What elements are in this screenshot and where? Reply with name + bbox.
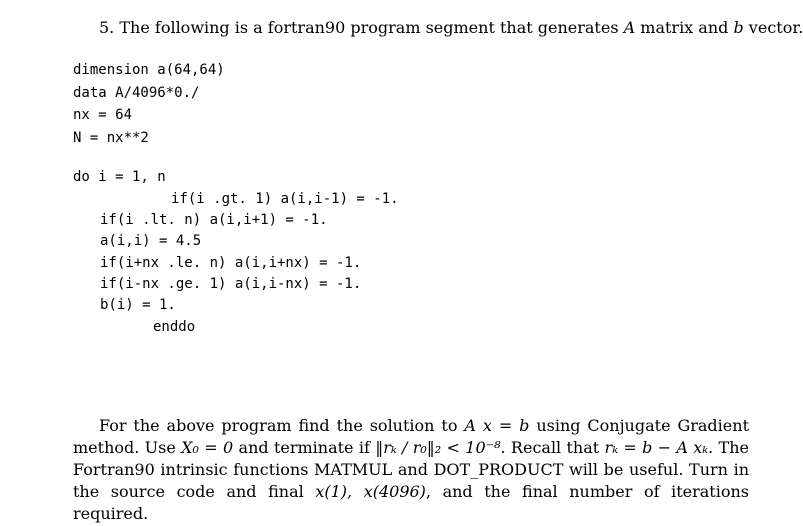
code-line: enddo	[153, 319, 196, 335]
problem-text-c: vector.	[743, 18, 803, 37]
code-line: if(i .gt. 1) a(i,i-1) = -1.	[171, 191, 399, 207]
para-text: using Conjugate Gradient method. Use	[73, 416, 749, 457]
problem-statement	[99, 18, 803, 37]
code-line: do i = 1, n	[73, 169, 166, 185]
code-line: dimension a(64,64)	[73, 62, 225, 78]
code-line: if(i .lt. n) a(i,i+1) = -1.	[100, 212, 328, 228]
equation-ax-b: A x = b	[464, 416, 530, 435]
matrix-symbol: A	[623, 18, 636, 37]
vector-symbol: b	[733, 18, 744, 37]
code-line: if(i-nx .ge. 1) a(i,i-nx) = -1.	[100, 276, 362, 292]
para-text: . The Fortran90 intrinsic functions MATMUL and DOT_PRODUCT will be useful. Turn in the source code and final	[73, 438, 749, 501]
para-text: . Recall that	[500, 438, 605, 457]
code-line: b(i) = 1.	[100, 297, 176, 313]
equation-tolerance: ‖rₖ / r₀‖₂ < 10⁻⁸	[375, 438, 501, 457]
para-text: , and the final number of iterations required.	[73, 482, 749, 523]
equation-solution-values: x(1), x(4096)	[315, 482, 426, 501]
problem-number: 5.	[99, 18, 115, 37]
para-text: For the above program find the solution to	[99, 416, 465, 435]
instructions-paragraph	[73, 415, 749, 525]
code-line: nx = 64	[73, 107, 133, 123]
code-line: a(i,i) = 4.5	[100, 233, 202, 249]
equation-initial-guess: X₀ = 0	[181, 438, 234, 457]
problem-text-b: matrix and	[635, 18, 734, 37]
para-text: and terminate if	[233, 438, 376, 457]
problem-text-a: The following is a fortran90 program segment that generates	[119, 18, 624, 37]
equation-residual: rₖ = b − A xₖ	[604, 438, 709, 457]
code-line: N = nx**2	[73, 130, 149, 146]
code-line: if(i+nx .le. n) a(i,i+nx) = -1.	[100, 255, 362, 271]
code-line: data A/4096*0./	[73, 85, 200, 101]
